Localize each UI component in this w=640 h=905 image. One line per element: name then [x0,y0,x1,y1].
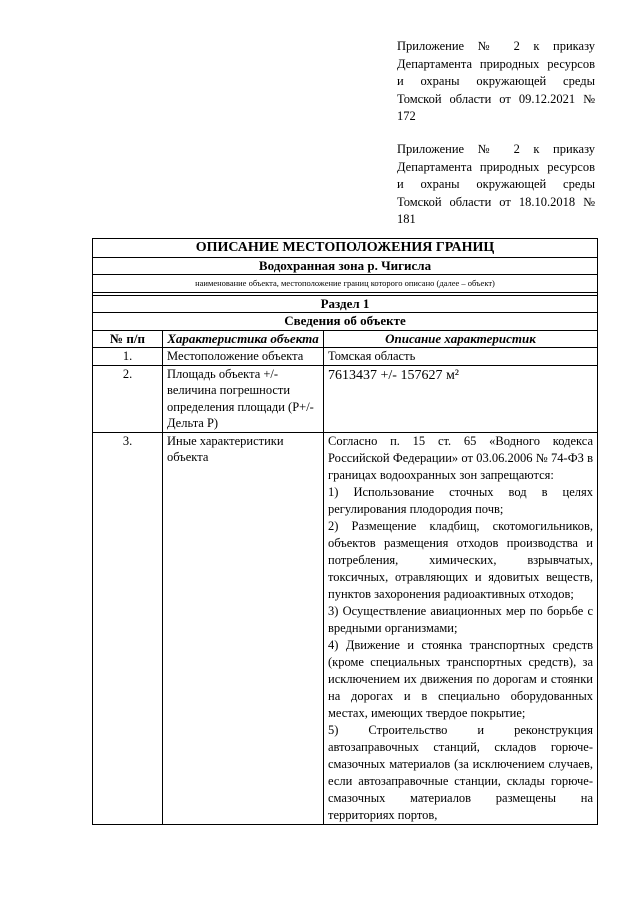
description-paragraph: 1) Использование сточных вод в целях регулирования плодородия почв; [328,484,593,516]
description-paragraph: 4) Движение и стоянка транспортных средств (кроме специальных транспортных средств), за исключением их движения по дорогам и стоянки на дорогах и в специально оборудованных местах, имеющих твердое покрытие; [328,637,593,720]
boundary-description-table [92,238,598,825]
object-name: Водохранная зона р. Чигисла [93,257,598,275]
row-number: 2. [93,365,163,432]
appendix-note-original: Приложение № 2 к приказу Департамента природных ресурсов и охраны окружающей среды Томской области от 18.10.2018 № 181 [397,142,595,226]
row-characteristic: Площадь объекта +/- величина погрешности определения площади (P+/- Дельта P) [163,365,324,432]
description-paragraph: 5) Строительство и реконструкция автозаправочных станций, складов горюче-смазочных материалов (за исключением случаев, если автозаправочные станции, склады горюче-смазочных материалов размещены на территориях портов, [328,722,593,822]
description-paragraph: Согласно п. 15 ст. 65 «Водного кодекса Российской Федерации» от 03.06.2006 № 74-ФЗ в границах водоохранных зон запрещаются: [328,433,593,482]
row-number: 1. [93,348,163,366]
row-characteristic: Местоположение объекта [163,348,324,366]
row-number: 3. [93,432,163,824]
appendix-note-current: Приложение № 2 к приказу Департамента природных ресурсов и охраны окружающей среды Томской области от 09.12.2021 № 172 [397,39,595,123]
description-paragraph: 2) Размещение кладбищ, скотомогильников, объектов размещения отходов производства и потребления, химических, взрывчатых, токсичных, отравляющих и ядовитых веществ, пунктов захоронения радиоактивных отходов; [328,518,593,601]
object-caption: наименование объекта, местоположение границ которого описано (далее – объект) [93,275,598,293]
section-title: Раздел 1 [93,295,598,313]
table-row [93,365,598,432]
column-header-characteristic: Характеристика объекта [163,330,324,348]
table-header-row [93,330,598,348]
table-row [93,432,598,824]
document-title: ОПИСАНИЕ МЕСТОПОЛОЖЕНИЯ ГРАНИЦ [93,239,598,258]
row-characteristic: Иные характеристики объекта [163,432,324,824]
row-description: Томская область [324,348,598,366]
description-paragraph: 3) Осуществление авиационных мер по борьбе с вредными организмами; [328,603,593,635]
row-description: 7613437 +/- 157627 м² [324,365,598,432]
table-row [93,348,598,366]
column-header-number: № п/п [93,330,163,348]
section-subtitle: Сведения об объекте [93,313,598,331]
column-header-description: Описание характеристик [324,330,598,348]
row-description [324,432,598,824]
